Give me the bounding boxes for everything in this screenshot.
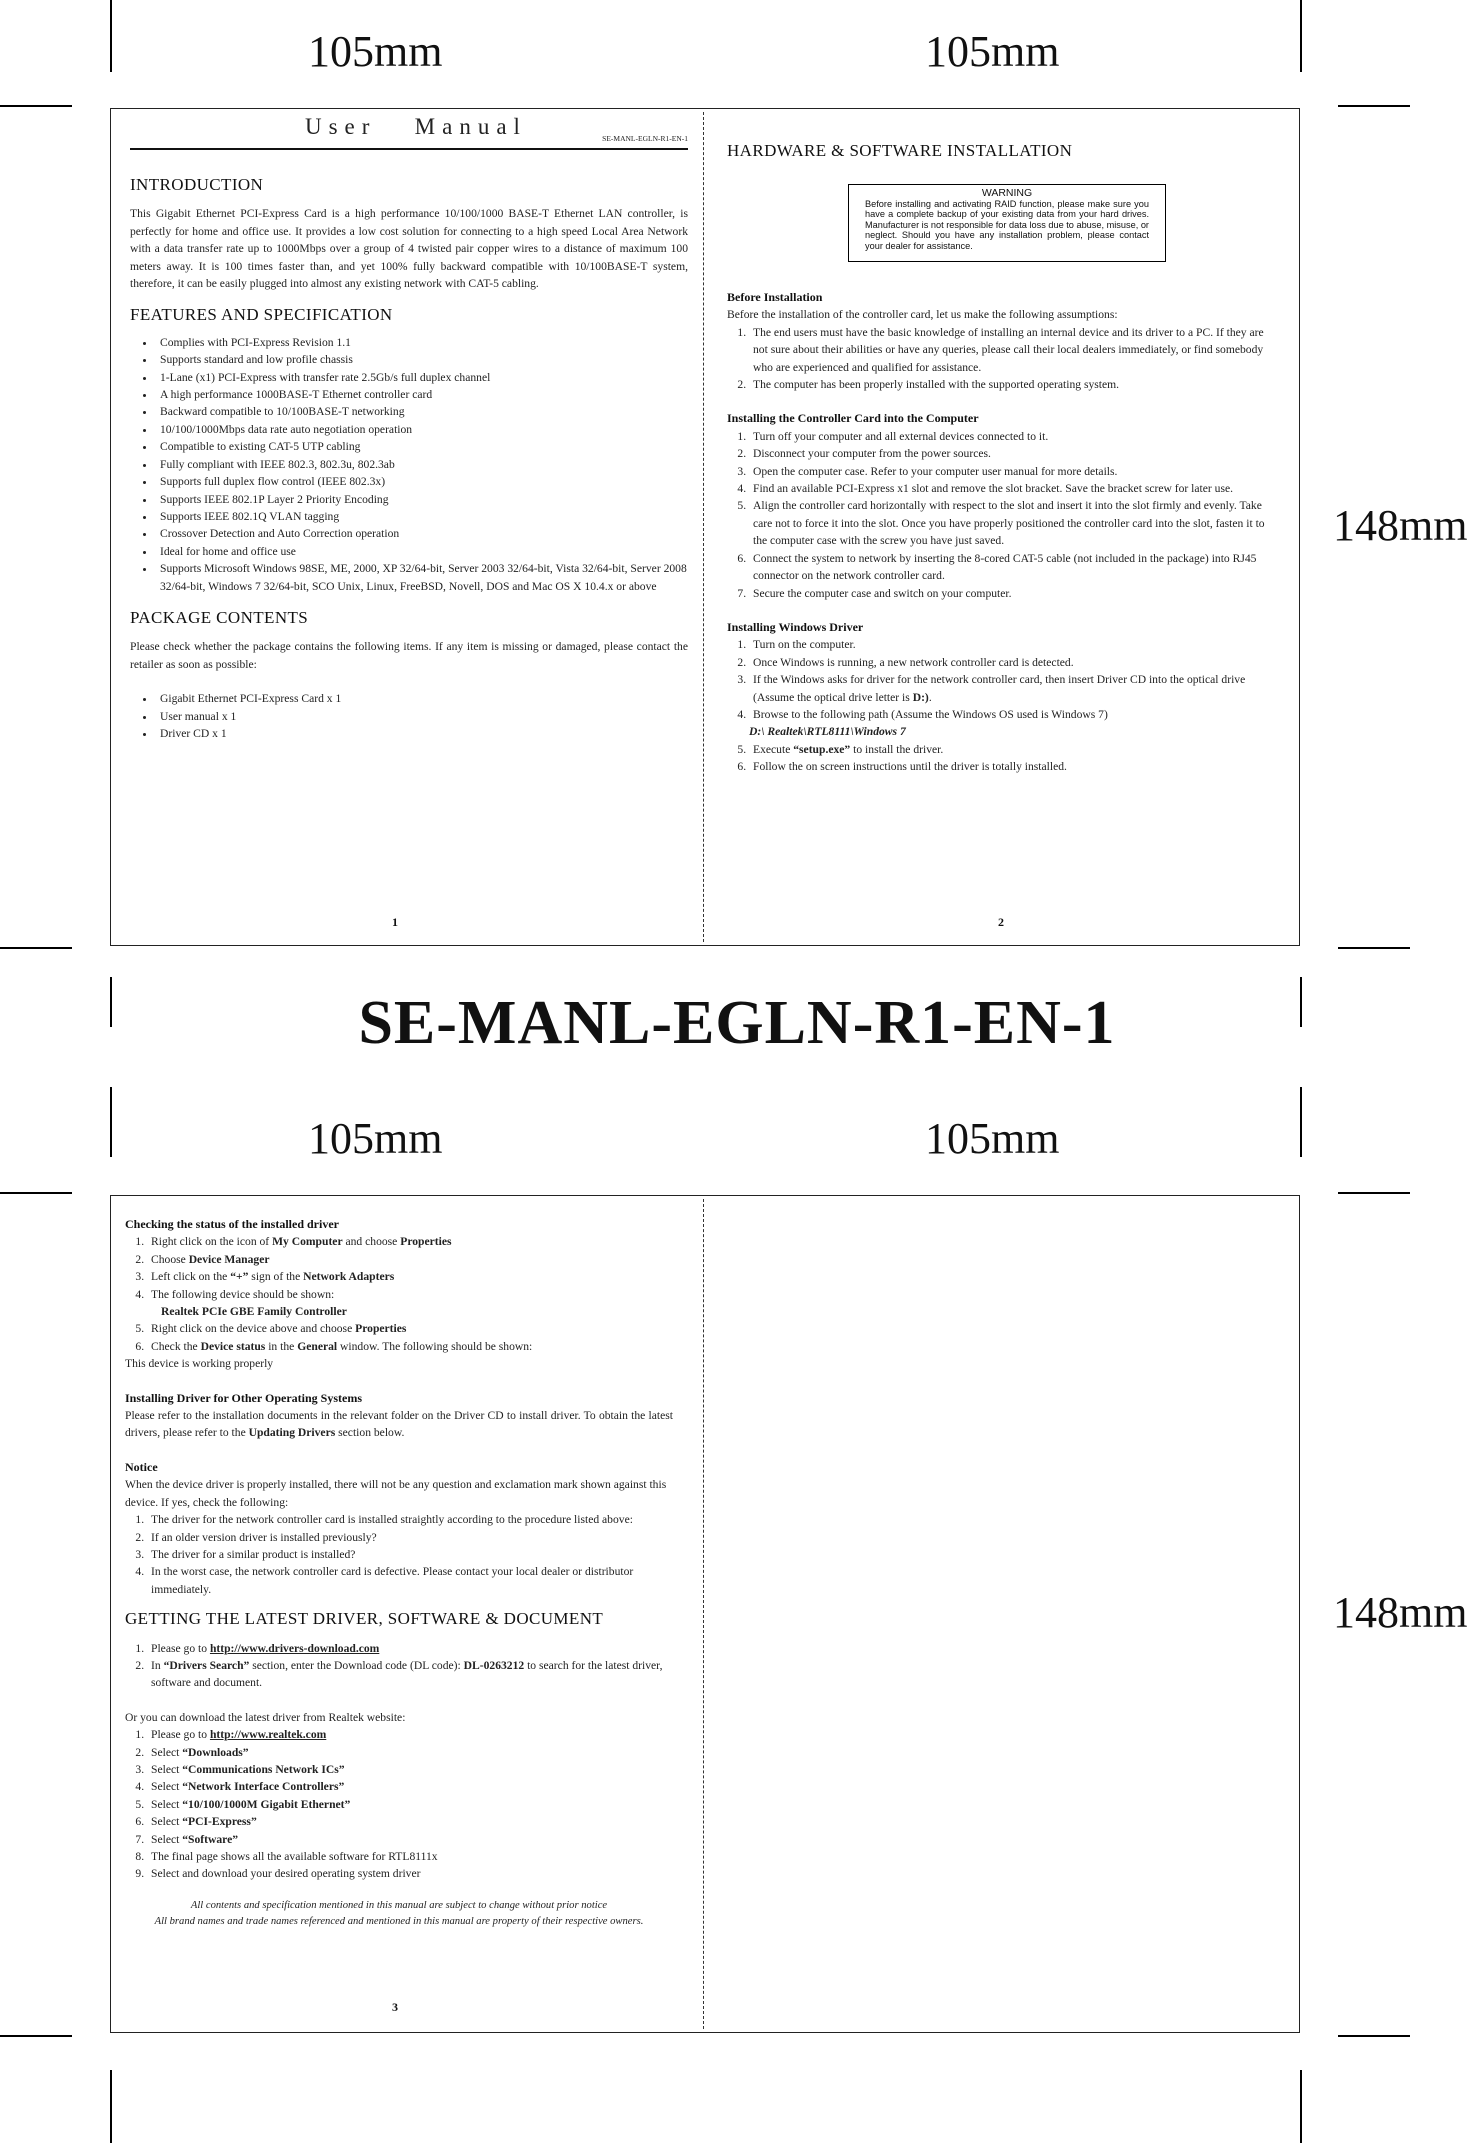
list-item: 2. Select “Downloads” <box>147 1744 673 1761</box>
list-item: • Ideal for home and office use <box>156 543 688 560</box>
list-item: • Supports Microsoft Windows 98SE, ME, 2000, XP 32/64-bit, Server 2003 32/64-bit, Vista 32/64-bit, Server 2008 32/64-bit, Windows 7 32/64-bit, SCO Unix, Linux, FreeBSD, Novell, DOS and Mac OS X 10.4.x or above <box>156 560 688 595</box>
list-item: • 10/100/1000Mbps data rate auto negotiation operation <box>156 421 688 438</box>
other-os-heading: Installing Driver for Other Operating Systems <box>125 1390 362 1405</box>
list-item: • 1-Lane (x1) PCI-Express with transfer rate 2.5Gb/s full duplex channel <box>156 369 688 386</box>
crop-mark <box>1338 105 1410 107</box>
crop-mark <box>110 2070 112 2143</box>
page-2 <box>727 142 1280 159</box>
list-item: • Fully compliant with IEEE 802.3, 802.3u, 802.3ab <box>156 456 688 473</box>
windows-driver-list <box>727 636 1280 775</box>
crop-mark <box>0 105 72 107</box>
check-driver-heading: Checking the status of the installed driver <box>125 1217 339 1231</box>
manual-header <box>130 114 688 150</box>
list-item: 1. Please go to http://www.realtek.com <box>147 1726 673 1743</box>
list-item: 1. Please go to http://www.drivers-download.com <box>147 1640 673 1657</box>
latest-driver-heading: GETTING THE LATEST DRIVER, SOFTWARE & DOCUMENT <box>125 1609 604 1629</box>
height-label-bottom: 148mm <box>1333 1588 1468 1637</box>
list-item: 2. Disconnect your computer from the power sources. <box>749 445 1280 462</box>
list-item: 5. Select “10/100/1000M Gigabit Ethernet” <box>147 1796 673 1813</box>
crop-mark <box>1338 947 1410 949</box>
footer-line-2: All brand names and trade names referenced and mentioned in this manual are property of their respective owners. <box>154 1915 644 1927</box>
list-item: 6. Follow the on screen instructions until the driver is totally installed. <box>749 758 1280 775</box>
list-item: 6. Connect the system to network by inserting the 8-cored CAT-5 cable (not included in the package) into RJ45 connector on the network controller card. <box>749 550 1280 585</box>
list-item: 6. Select “PCI-Express” <box>147 1813 673 1830</box>
crop-mark <box>110 1087 112 1157</box>
list-item: 6. Check the Device status in the General window. The following should be shown: <box>147 1338 673 1355</box>
device-name: Realtek PCIe GBE Family Controller <box>161 1305 347 1319</box>
list-item: 5. Execute “setup.exe” to install the driver. <box>749 741 1280 758</box>
list-item: 2. Choose Device Manager <box>147 1251 673 1268</box>
document-code-title: SE-MANL-EGLN-R1-EN-1 <box>358 989 1116 1057</box>
width-label-top-left: 105mm <box>308 27 443 76</box>
list-item: • A high performance 1000BASE-T Ethernet controller card <box>156 386 688 403</box>
card-install-list <box>727 428 1280 602</box>
notice-list <box>125 1511 673 1598</box>
list-item: 7. Select “Software” <box>147 1831 673 1848</box>
list-item: 1. The driver for the network controller card is installed straightly according to the procedure listed above: <box>147 1511 673 1528</box>
manual-title: User Manual <box>305 114 527 139</box>
page-2-body <box>727 289 1280 776</box>
height-label-top: 148mm <box>1333 501 1468 550</box>
realtek-link[interactable]: http://www.realtek.com <box>209 1728 327 1742</box>
fold-line-top <box>703 112 704 942</box>
page-1 <box>130 114 688 742</box>
list-item: 2. If an older version driver is installed previously? <box>147 1529 673 1546</box>
page-number: 2 <box>998 915 1004 929</box>
list-item: 1. Right click on the icon of My Computer and choose Properties <box>147 1233 673 1250</box>
warning-text: Before installing and activating RAID function, please make sure you have a complete backup of your existing data from your hard drives. Manufacturer is not responsible for data loss due to abuse, misuse, or neglect. Should you have any installation problem, please contact your dealer for assistance. <box>865 198 1149 251</box>
crop-mark <box>1338 1192 1410 1194</box>
list-item: • Driver CD x 1 <box>156 725 688 742</box>
list-item: 4. The following device should be shown: Realtek PCIe GBE Family Controller <box>147 1286 673 1321</box>
page-number: 1 <box>392 915 398 929</box>
crop-mark <box>110 0 112 72</box>
list-item: • Compatible to existing CAT-5 UTP cabling <box>156 438 688 455</box>
crop-mark <box>1300 1087 1302 1157</box>
crop-mark <box>0 2035 72 2037</box>
width-label-bottom-right: 105mm <box>925 1114 1060 1163</box>
crop-mark <box>0 947 72 949</box>
crop-mark <box>1300 2070 1302 2143</box>
list-item: 7. Secure the computer case and switch on your computer. <box>749 585 1280 602</box>
setup-exe: “setup.exe” <box>793 742 851 756</box>
other-os-text: Please refer to the installation documents in the relevant folder on the Driver CD to install driver. To obtain the latest drivers, please refer to the Updating Drivers section below. <box>125 1409 673 1440</box>
latest-driver-list <box>125 1640 673 1692</box>
realtek-steps-list <box>125 1726 673 1883</box>
width-label-bottom-left: 105mm <box>308 1114 443 1163</box>
width-label-top-right: 105mm <box>925 27 1060 76</box>
device-status-result: This device is working properly <box>125 1357 274 1371</box>
list-item: • User manual x 1 <box>156 708 688 725</box>
list-item: • Crossover Detection and Auto Correction operation <box>156 525 688 542</box>
notice-heading: Notice <box>125 1459 158 1474</box>
list-item: 3. Left click on the “+” sign of the Network Adapters <box>147 1268 673 1285</box>
list-item: 1. Turn on the computer. <box>749 636 1280 653</box>
package-heading: PACKAGE CONTENTS <box>130 607 309 627</box>
before-installation-text: Before the installation of the controller card, let us make the following assumptions: <box>727 308 1118 322</box>
package-list <box>130 690 688 742</box>
manual-code: SE-MANL-EGLN-R1-EN-1 <box>602 134 688 143</box>
package-text: Please check whether the package contains the following items. If any item is missing or damaged, please contact the retailer as soon as possible: <box>130 640 688 671</box>
list-item: • Supports IEEE 802.1Q VLAN tagging <box>156 508 688 525</box>
installation-heading: HARDWARE & SOFTWARE INSTALLATION <box>727 141 1073 160</box>
list-item: • Supports IEEE 802.1P Layer 2 Priority Encoding <box>156 491 688 508</box>
list-item: 3. The driver for a similar product is installed? <box>147 1546 673 1563</box>
list-item: 5. Align the controller card horizontally with respect to the slot and insert it into the slot firmly and evenly. Take care not to force it into the slot. Once you have properly positioned the controller card into the slot, fasten it to the computer case with the screw you have just saved. <box>749 497 1280 549</box>
assumptions-list <box>727 324 1280 394</box>
realtek-intro: Or you can download the latest driver from Realtek website: <box>125 1710 406 1724</box>
notice-text: When the device driver is properly installed, there will not be any question and exclamation mark shown against this device. If yes, check the following: <box>125 1478 667 1509</box>
list-item: 2. Once Windows is running, a new network controller card is detected. <box>749 654 1280 671</box>
list-item: 4. Browse to the following path (Assume the Windows OS used is Windows 7) D:\ Realtek\RTL8111\Windows 7 <box>749 706 1280 741</box>
list-item: • Supports full duplex flow control (IEEE 802.3x) <box>156 473 688 490</box>
list-item: 8. The final page shows all the available software for RTL8111x <box>147 1848 673 1865</box>
page-number: 3 <box>392 2000 398 2014</box>
list-item: • Complies with PCI-Express Revision 1.1 <box>156 334 688 351</box>
list-item: 4. Find an available PCI-Express x1 slot and remove the slot bracket. Save the bracket screw for later use. <box>749 480 1280 497</box>
footer-line-1: All contents and specification mentioned in this manual are subject to change without prior notice <box>190 1899 608 1911</box>
drivers-download-link[interactable]: http://www.drivers-download.com <box>209 1641 380 1655</box>
warning-title: WARNING <box>981 187 1033 199</box>
list-item: 1. The end users must have the basic knowledge of installing an internal device and its driver to a PC. If they are not sure about their abilities or have any queries, please call their local dealers immediately, or find somebody who are experienced and qualified for assistance. <box>749 324 1280 376</box>
list-item: 2. In “Drivers Search” section, enter the Download code (DL code): DL-0263212 to search for the latest driver, software and document. <box>147 1657 673 1692</box>
intro-heading: INTRODUCTION <box>130 175 264 194</box>
before-installation-heading: Before Installation <box>727 290 823 304</box>
intro-text: This Gigabit Ethernet PCI-Express Card is a high performance 10/100/1000 BASE-T Ethernet LAN controller, is perfectly for home and office use. It provides a low cost solution for connecting to a high speed Local Area Network with a data transfer rate up to 1000Mbps over a group of 4 twisted pair copper wires to a distance of maximum 100 meters away. It is 100 times faster than, and yet 100% fully backward compatible with 10/100BASE-T system, therefore, it can be easily plugged into almost any existing network with CAT-5 cabling. <box>130 207 688 291</box>
check-driver-list <box>125 1233 673 1355</box>
crop-mark <box>1338 2035 1410 2037</box>
crop-mark <box>1300 0 1302 72</box>
drive-letter: D:) <box>912 690 929 704</box>
page-3 <box>125 1216 673 1930</box>
list-item: 5. Right click on the device above and choose Properties <box>147 1320 673 1337</box>
footer-disclaimer <box>125 1898 673 1930</box>
windows-driver-heading: Installing Windows Driver <box>727 619 864 634</box>
features-heading: FEATURES AND SPECIFICATION <box>130 305 393 325</box>
list-item: • Backward compatible to 10/100BASE-T networking <box>156 403 688 420</box>
crop-mark <box>0 1192 72 1194</box>
card-install-heading: Installing the Controller Card into the Computer <box>727 411 979 426</box>
list-item: • Gigabit Ethernet PCI-Express Card x 1 <box>156 690 688 707</box>
list-item: 4. In the worst case, the network controller card is defective. Please contact your local dealer or distributor immediately. <box>147 1563 673 1598</box>
features-list <box>130 334 688 595</box>
list-item: 4. Select “Network Interface Controllers” <box>147 1778 673 1795</box>
list-item: 3. If the Windows asks for driver for the network controller card, then insert Driver CD into the optical drive (Assume the optical drive letter is D:). <box>749 671 1280 706</box>
list-item: 1. Turn off your computer and all external devices connected to it. <box>749 428 1280 445</box>
list-item: • Supports standard and low profile chassis <box>156 351 688 368</box>
list-item: 3. Open the computer case. Refer to your computer user manual for more details. <box>749 463 1280 480</box>
list-item: 2. The computer has been properly installed with the supported operating system. <box>749 376 1280 393</box>
fold-line-bottom <box>703 1199 704 2029</box>
list-item: 9. Select and download your desired operating system driver <box>147 1865 673 1882</box>
warning-box <box>848 184 1166 262</box>
list-item: 3. Select “Communications Network ICs” <box>147 1761 673 1778</box>
driver-path: D:\ Realtek\RTL8111\Windows 7 <box>749 725 906 739</box>
